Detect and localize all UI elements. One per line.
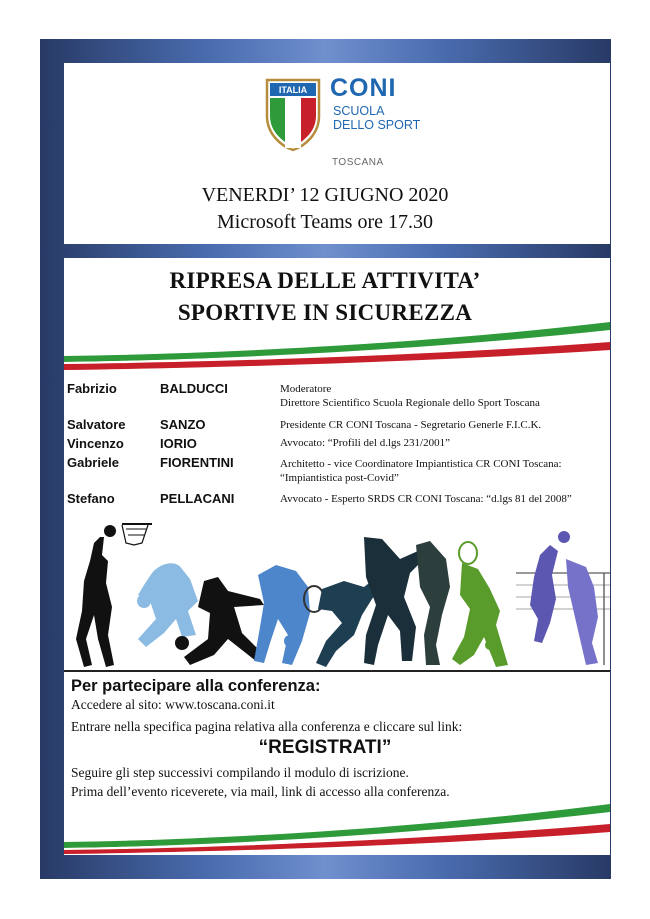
speaker-role (280, 457, 610, 485)
speaker-first-name: Vincenzo (67, 436, 124, 451)
basketball-hoop-icon (104, 523, 152, 545)
tricolore-swoosh-top (64, 318, 610, 370)
green-player-silhouette (452, 563, 508, 667)
speaker-role-line2: Direttore Scientifico Scuola Regionale dello Sport Toscana (280, 397, 540, 409)
jumper-silhouette (416, 541, 450, 665)
speaker-first-name: Stefano (67, 491, 115, 506)
speaker-last-name: FIORENTINI (160, 455, 234, 470)
speaker-role (280, 382, 610, 410)
event-platform-time: Microsoft Teams ore 17.30 (217, 211, 433, 233)
participation-line2: Entrare nella specifica pagina relativa alla conferenza e cliccare sul link: (71, 719, 463, 734)
speaker-role-line2: “Impiantistica post-Covid” (280, 472, 399, 484)
speaker-role: Avvocato: “Profili del d.lgs 231/2001” (280, 437, 450, 449)
brand-name: CONI (330, 74, 397, 102)
tricolore-swoosh-bottom (64, 800, 610, 854)
participation-heading: Per partecipare alla conferenza: (71, 677, 321, 695)
ground-line (64, 670, 610, 672)
participation-line1: Accedere al sito: www.toscana.coni.it (71, 697, 275, 712)
speaker-first-name: Salvatore (67, 417, 126, 432)
region-label: TOSCANA (332, 157, 384, 168)
brand-subtitle-line2: DELLO SPORT (333, 118, 421, 132)
brand-subtitle (333, 104, 453, 132)
speaker-role-line1: Moderatore (280, 383, 332, 395)
speaker-role-line1: Architetto - vice Coordinatore Impiantistica CR CONI Toscana: (280, 458, 562, 470)
title-line2: SPORTIVE IN SICUREZZA (177, 300, 473, 325)
speaker-last-name: BALDUCCI (160, 381, 228, 396)
italia-shield-logo (265, 78, 321, 152)
participation-line3: Seguire gli step successivi compilando il modulo di iscrizione. (71, 765, 409, 780)
dancer-silhouette (364, 537, 424, 665)
speaker-first-name: Fabrizio (67, 381, 117, 396)
title-line1: RIPRESA DELLE ATTIVITA’ (169, 268, 481, 293)
speaker-first-name: Gabriele (67, 455, 120, 470)
runner-silhouette (254, 565, 310, 665)
sports-silhouettes-illustration (64, 515, 610, 675)
purple-volleyball-player-silhouette (530, 545, 558, 643)
speaker-last-name: IORIO (160, 436, 197, 451)
speaker-role: Avvocato - Esperto SRDS CR CONI Toscana: “d.lgs 81 del 2008” (280, 493, 572, 505)
speaker-last-name: SANZO (160, 417, 206, 432)
purple-player2-silhouette (566, 559, 598, 665)
register-link[interactable]: “REGISTRATI” (258, 737, 392, 758)
brand-subtitle-line1: SCUOLA (333, 104, 385, 118)
speaker-last-name: PELLACANI (160, 491, 235, 506)
volleyball-player-silhouette (184, 577, 264, 665)
shield-text: ITALIA (278, 85, 308, 95)
speaker-role: Presidente CR CONI Toscana - Segretario Generle F.I.C.K. (280, 419, 542, 431)
event-date: VENERDI’ 12 GIUGNO 2020 (201, 184, 449, 206)
basketball-player-silhouette (76, 537, 114, 667)
participation-line4: Prima dell’evento riceverete, via mail, link di accesso alla conferenza. (71, 784, 450, 799)
